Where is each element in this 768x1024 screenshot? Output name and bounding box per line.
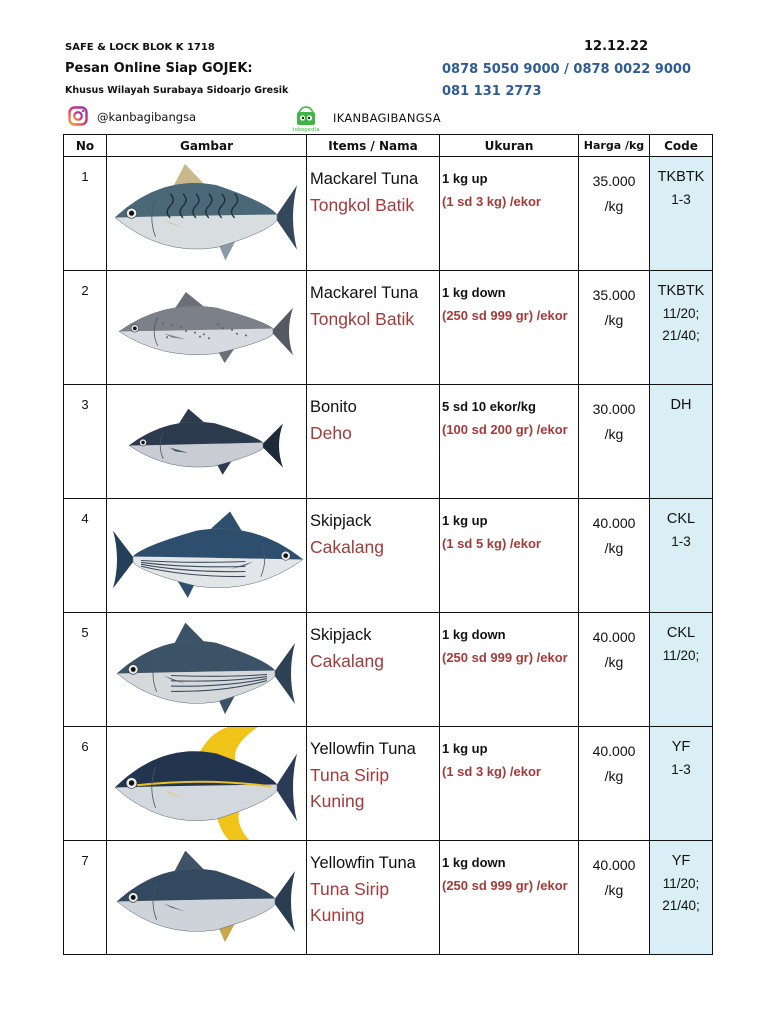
- tokopedia-store-name: IKANBAGIBANGSA: [333, 111, 441, 125]
- item-name-indonesian: Tongkol Batik: [310, 194, 415, 215]
- col-header-ukuran: Ukuran: [440, 135, 579, 157]
- price-value: [579, 283, 649, 332]
- code-cell: [650, 271, 713, 385]
- fish-back: [117, 869, 275, 902]
- table-row: [64, 841, 713, 955]
- item-name-indonesian: Tuna Sirip Kuning: [310, 878, 390, 925]
- price-amount: 40.000: [592, 515, 636, 531]
- size-label: 1 kg up: [442, 171, 488, 186]
- fish-image: [107, 385, 307, 498]
- product-code: CKL: [666, 625, 696, 641]
- product-code-detail: 11/20;: [662, 648, 700, 663]
- fish-tail: [275, 754, 297, 822]
- item-name-english: Yellowfin Tuna: [310, 740, 416, 758]
- fish-body-group: [119, 292, 293, 363]
- price-amount: 35.000: [592, 173, 636, 189]
- fish-tail: [273, 871, 295, 932]
- price-unit: /kg: [604, 881, 624, 898]
- size-label: 1 kg up: [442, 741, 488, 756]
- fish-back: [115, 183, 277, 217]
- price-unit: /kg: [604, 311, 624, 328]
- product-code-detail: 1-3: [671, 534, 691, 549]
- fish-back: [133, 529, 303, 560]
- col-header-items: Items / Nama: [307, 135, 440, 157]
- fish-dorsal-fin: [211, 511, 242, 530]
- price-amount: 35.000: [592, 287, 636, 303]
- fish-pattern-dot: [222, 327, 224, 329]
- fish-pupil: [129, 211, 134, 216]
- code-cell: [650, 727, 713, 841]
- item-name-cell: [307, 385, 440, 499]
- size-detail: (250 sd 999 gr) /ekor: [442, 650, 568, 665]
- fish-dorsal-fin: [175, 292, 203, 308]
- size-cell: [440, 499, 579, 613]
- product-code: YF: [671, 739, 691, 755]
- fish-body-group: [117, 623, 295, 715]
- size-detail: (1 sd 3 kg) /ekor: [442, 764, 541, 779]
- fish-pattern-dot: [203, 333, 205, 335]
- item-name-english: Bonito: [310, 398, 357, 416]
- fish-tail: [261, 423, 283, 467]
- code-cell: [650, 385, 713, 499]
- table-row: [64, 385, 713, 499]
- size-cell: [440, 613, 579, 727]
- col-header-no: No: [64, 135, 107, 157]
- fish-back: [119, 306, 273, 331]
- item-name-indonesian: Deho: [310, 422, 352, 443]
- fish-pattern-dot: [217, 323, 219, 325]
- price-value: [579, 853, 649, 902]
- fish-dorsal-fin: [179, 409, 204, 424]
- fish-dorsal-fin: [175, 851, 204, 871]
- tokopedia-logo: [288, 104, 324, 132]
- item-name-indonesian: Cakalang: [310, 650, 384, 671]
- price-table: [63, 134, 713, 955]
- fish-image: [107, 841, 307, 954]
- fish-picture-cell: [107, 271, 307, 385]
- product-code-detail: 1-3: [671, 762, 691, 777]
- item-name-indonesian: Tuna Sirip Kuning: [310, 764, 390, 811]
- item-name-indonesian: Cakalang: [310, 536, 384, 557]
- fish-pupil: [131, 895, 136, 900]
- fish-tail: [271, 308, 293, 355]
- item-name-cell: [307, 727, 440, 841]
- instagram-icon: [68, 106, 88, 126]
- fish-picture-cell: [107, 727, 307, 841]
- fish-picture-cell: [107, 613, 307, 727]
- item-name-english: Yellowfin Tuna: [310, 854, 416, 872]
- product-code: YF: [671, 853, 691, 869]
- table-header-row: [64, 135, 713, 157]
- price-cell: [579, 157, 650, 271]
- col-header-harga: Harga /kg: [579, 135, 650, 157]
- price-unit: /kg: [604, 767, 624, 784]
- price-cell: [579, 727, 650, 841]
- product-code: DH: [670, 397, 692, 413]
- fish-picture-cell: [107, 385, 307, 499]
- price-unit: /kg: [604, 425, 624, 442]
- fish-image: [107, 271, 307, 384]
- price-value: [579, 625, 649, 674]
- size-cell: [440, 271, 579, 385]
- price-value: [579, 169, 649, 218]
- size-label: 1 kg up: [442, 513, 488, 528]
- product-code: CKL: [666, 511, 696, 527]
- col-header-gambar: Gambar: [107, 135, 307, 157]
- fish-dorsal-fin: [175, 623, 204, 643]
- size-detail: (100 sd 200 gr) /ekor: [442, 422, 568, 437]
- service-area: Khusus Wilayah Surabaya Sidoarjo Gresik: [65, 85, 289, 96]
- row-number: 2: [64, 271, 107, 385]
- price-amount: 40.000: [592, 629, 636, 645]
- item-name-cell: [307, 613, 440, 727]
- row-number: 7: [64, 841, 107, 955]
- fish-image: [107, 613, 307, 726]
- item-name-indonesian: Tongkol Batik: [310, 308, 415, 329]
- size-cell: [440, 157, 579, 271]
- product-code: TKBTK: [657, 283, 705, 299]
- price-value: [579, 511, 649, 560]
- instagram-handle: @kanbagibangsa: [97, 110, 197, 124]
- row-number: 6: [64, 727, 107, 841]
- fish-pattern-dot: [245, 334, 247, 336]
- price-cell: [579, 499, 650, 613]
- price-unit: /kg: [604, 539, 624, 556]
- price-cell: [579, 613, 650, 727]
- fish-body-group: [129, 409, 283, 475]
- code-cell: [650, 613, 713, 727]
- product-code-detail: 11/20; 21/40;: [662, 876, 700, 913]
- fish-picture-cell: [107, 157, 307, 271]
- col-header-code: Code: [650, 135, 713, 157]
- row-number: 3: [64, 385, 107, 499]
- item-name-cell: [307, 499, 440, 613]
- size-detail: (1 sd 3 kg) /ekor: [442, 194, 541, 209]
- fish-pattern-dot: [171, 324, 173, 326]
- product-code-detail: 1-3: [671, 192, 691, 207]
- fish-pupil: [133, 326, 137, 330]
- price-value: [579, 739, 649, 788]
- fish-tail: [273, 643, 295, 704]
- fish-pattern-dot: [194, 332, 196, 334]
- phone-numbers-2: 081 131 2773: [442, 84, 542, 99]
- fish-pattern-dot: [162, 323, 164, 325]
- date: 12.12.22: [584, 39, 649, 54]
- item-name-cell: [307, 157, 440, 271]
- item-name-english: Mackarel Tuna: [310, 284, 419, 302]
- fish-image: [107, 499, 307, 612]
- price-unit: /kg: [604, 653, 624, 670]
- code-cell: [650, 157, 713, 271]
- fish-body-group: [117, 851, 295, 943]
- price-cell: [579, 841, 650, 955]
- product-code: TKBTK: [657, 169, 705, 185]
- price-cell: [579, 271, 650, 385]
- price-cell: [579, 385, 650, 499]
- fish-picture-cell: [107, 499, 307, 613]
- size-label: 5 sd 10 ekor/kg: [442, 399, 536, 414]
- size-cell: [440, 727, 579, 841]
- row-number: 4: [64, 499, 107, 613]
- size-detail: (1 sd 5 kg) /ekor: [442, 536, 541, 551]
- size-detail: (250 sd 999 gr) /ekor: [442, 308, 568, 323]
- code-cell: [650, 499, 713, 613]
- table-row: [64, 271, 713, 385]
- item-name-cell: [307, 841, 440, 955]
- table-row: [64, 499, 713, 613]
- order-online-line: Pesan Online Siap GOJEK:: [65, 61, 253, 76]
- item-name-english: Mackarel Tuna: [310, 170, 419, 188]
- size-label: 1 kg down: [442, 627, 506, 642]
- fish-pattern-dot: [208, 337, 210, 339]
- fish-back: [117, 641, 275, 674]
- fish-pupil: [129, 780, 134, 785]
- row-number: 5: [64, 613, 107, 727]
- table-row: [64, 613, 713, 727]
- price-value: [579, 397, 649, 446]
- fish-back: [129, 422, 263, 446]
- size-cell: [440, 841, 579, 955]
- phone-numbers-1: 0878 5050 9000 / 0878 0022 9000: [442, 62, 691, 77]
- price-amount: 40.000: [592, 857, 636, 873]
- fish-pattern-dot: [185, 330, 187, 332]
- fish-body-group: [113, 511, 303, 597]
- fish-image: [107, 727, 307, 840]
- fish-body-group: [115, 164, 297, 261]
- item-name-cell: [307, 271, 440, 385]
- price-unit: /kg: [604, 197, 624, 214]
- code-cell: [650, 841, 713, 955]
- size-detail: (250 sd 999 gr) /ekor: [442, 878, 568, 893]
- item-name-english: Skipjack: [310, 626, 372, 644]
- fish-image: [107, 157, 307, 270]
- fish-tail: [113, 531, 135, 589]
- table-row: [64, 727, 713, 841]
- size-label: 1 kg down: [442, 855, 506, 870]
- fish-dorsal-fin: [174, 164, 203, 185]
- fish-pattern-dot: [236, 333, 238, 335]
- fish-body-group: [115, 727, 297, 840]
- fish-pattern-dot: [231, 329, 233, 331]
- price-amount: 40.000: [592, 743, 636, 759]
- tokopedia-logo-text: tokopedia: [292, 127, 320, 132]
- table-row: [64, 157, 713, 271]
- fish-pupil: [283, 553, 288, 558]
- fish-pupil: [141, 441, 145, 445]
- fish-pattern-dot: [166, 336, 168, 338]
- fish-pattern-dot: [180, 326, 182, 328]
- size-label: 1 kg down: [442, 285, 506, 300]
- item-name-english: Skipjack: [310, 512, 372, 530]
- fish-pattern-dot: [199, 336, 201, 338]
- store-address: SAFE & LOCK BLOK K 1718: [65, 42, 215, 53]
- row-number: 1: [64, 157, 107, 271]
- price-amount: 30.000: [592, 401, 636, 417]
- fish-picture-cell: [107, 841, 307, 955]
- fish-pupil: [131, 667, 136, 672]
- product-code-detail: 11/20; 21/40;: [662, 306, 700, 343]
- fish-tail: [275, 185, 297, 249]
- size-cell: [440, 385, 579, 499]
